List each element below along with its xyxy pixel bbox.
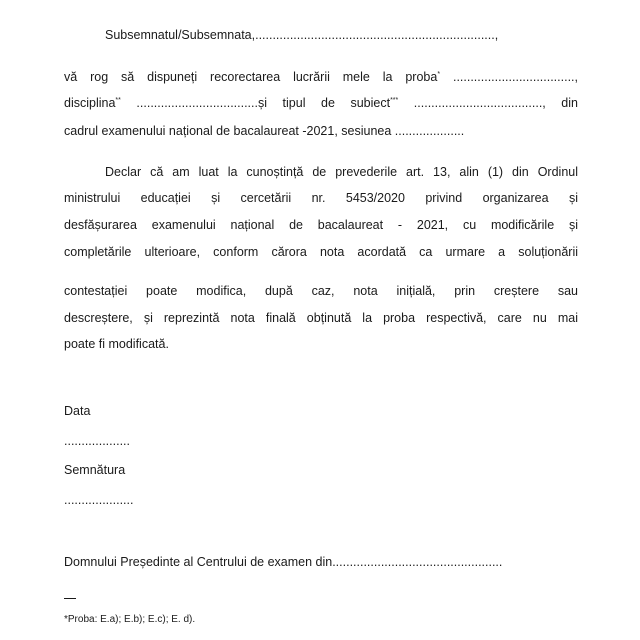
discipline-line xyxy=(64,95,578,111)
signature-field: .................... xyxy=(64,493,134,507)
applicant-name-line: Subsemnatul/Subsemnata,....................................................................., xyxy=(105,28,499,42)
exam-blank: ....................................., din xyxy=(413,96,578,110)
declaration-line-4: completările ulterioare, conform cărora nota acordată ca urmare a soluționării xyxy=(64,245,578,259)
request-text: vă rog să dispuneți recorectarea lucrării mele la proba xyxy=(64,70,438,84)
exam-session-line: cadrul examenului național de bacalaureat -2021, sesiunea .................... xyxy=(64,124,465,138)
footnote-proba: *Proba: E.a); E.b); E.c); E. d). xyxy=(64,614,196,625)
subject-type-text: ...................................și tipul de subiect xyxy=(136,96,391,110)
recorrection-request-line xyxy=(64,69,578,85)
declaration-line-6: descreștere, și reprezintă nota finală obținută la proba respectivă, care nu mai xyxy=(64,311,578,325)
signature-label: Semnătura xyxy=(64,463,126,477)
declaration-line-5: contestației poate modifica, după caz, nota inițială, prin creștere sau xyxy=(64,284,578,298)
addressee-line: Domnului Președinte al Centrului de examen din................................................. xyxy=(64,555,503,569)
proba-blank: ..................................., xyxy=(452,70,578,84)
footnote-mark-subject: *** xyxy=(390,97,399,104)
date-field: ................... xyxy=(64,434,130,448)
declaration-line-7: poate fi modificată. xyxy=(64,337,169,351)
declaration-line-3: desfășurarea examenului național de bacalaureat - 2021, cu modificările și xyxy=(64,218,578,232)
date-label: Data xyxy=(64,404,91,418)
declaration-line-1: Declar că am luat la cunoștință de prevederile art. 13, alin (1) din Ordinul xyxy=(105,165,578,179)
footnote-mark-discipline: ** xyxy=(115,97,121,104)
footnote-mark-proba: * xyxy=(437,71,441,78)
discipline-label: disciplina xyxy=(64,96,116,110)
declaration-line-2: ministrului educației și cercetării nr. 5453/2020 privind organizarea și xyxy=(64,191,578,205)
footnote-separator xyxy=(64,598,76,599)
